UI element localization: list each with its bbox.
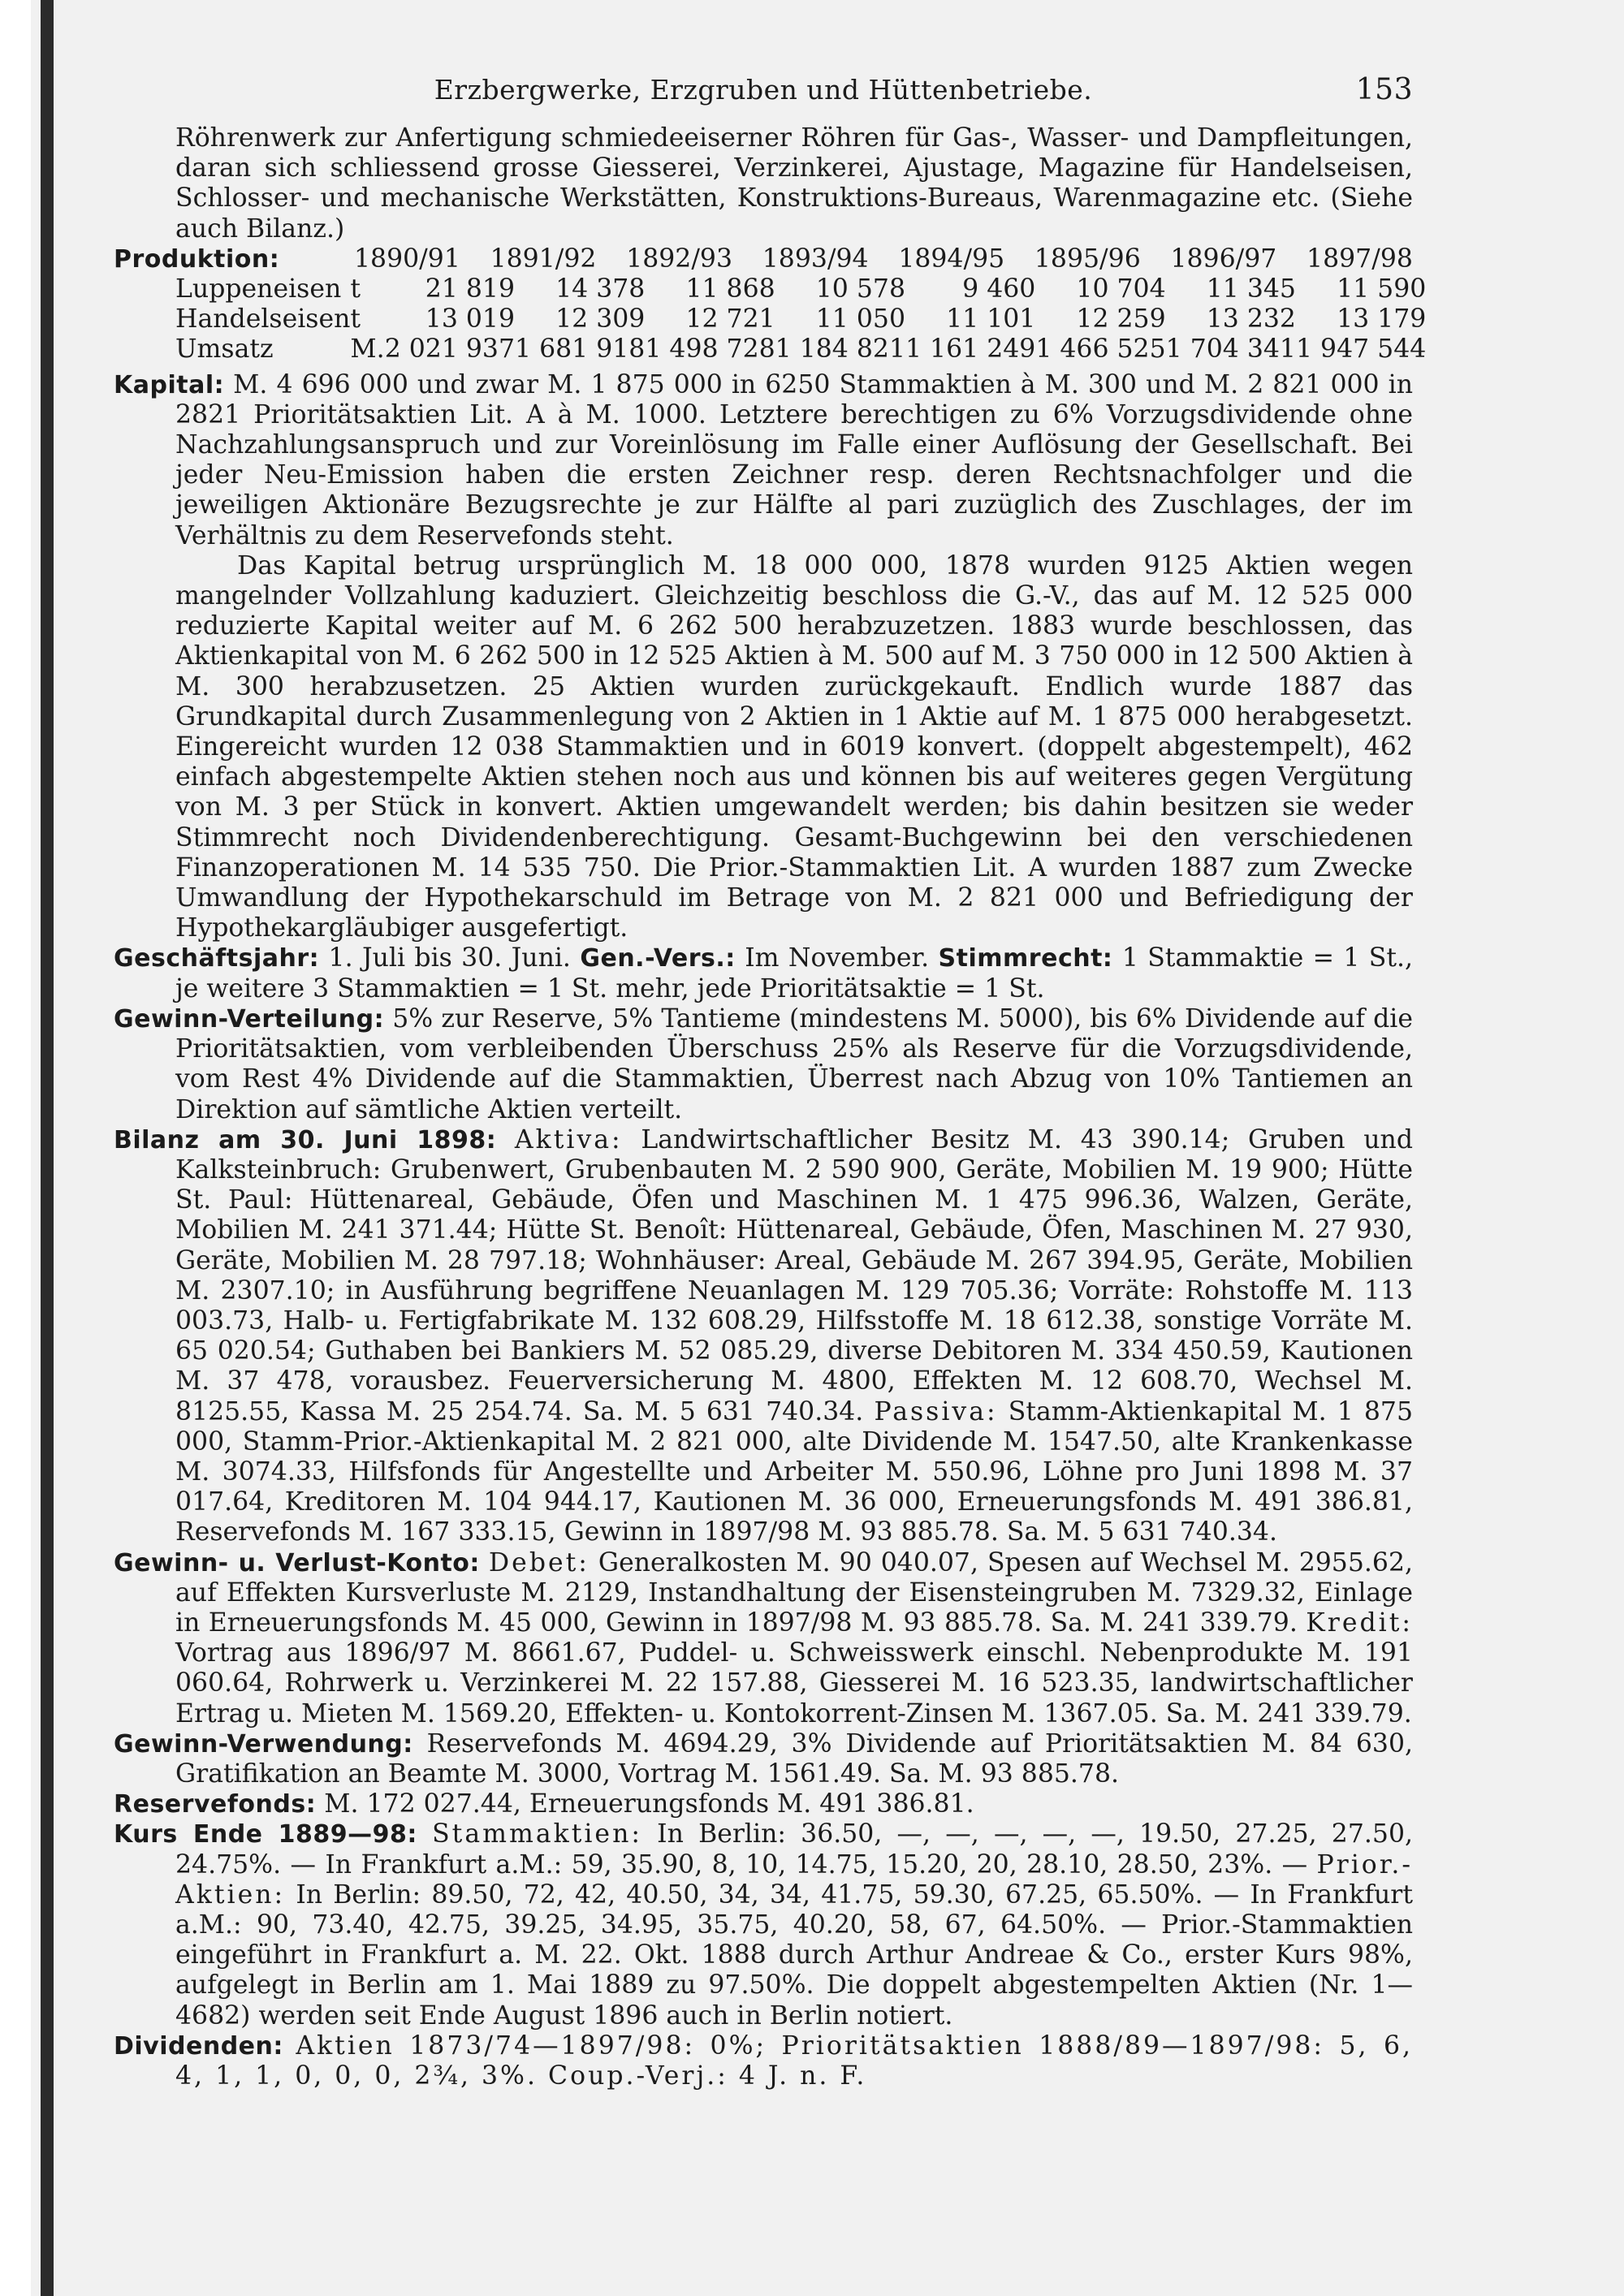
reservefonds-label: Reservefonds:	[114, 1790, 317, 1819]
kapital-history-paragraph: Das Kapital betrug ursprünglich M. 18 000 000, 1878 wurden 9125 Aktien wegen mangelnder Vollzahlung kaduziert. Gleichzeitig beschloss die G.-V., das auf M. 12 525 000 reduzierte Kapital weiter auf M. 6 262 500 herabzuzetzen. 1883 wurde beschlossen, das Aktienkapital von M. 6 262 500 in 12 525 Aktien à M. 500 auf M. 3 750 000 in 12 500 Aktien à M. 300 herabzusetzen. 25 Aktien wurden zurückgekauft. Endlich wurde 1887 das Grundkapital durch Zusammenlegung von 2 Aktien in 1 Aktie auf M. 1 875 000 herabgesetzt. Eingereicht wurden 12 038 Stammaktien und in 6019 konvert. (doppelt abgestempelt), 462 einfach abgestempelte Aktien stehen noch aus und können bis auf weiteres gegen Vergütung von M. 3 per Stück in konvert. Aktien umgewandelt werden; bis dahin besitzen sie weder Stimmrecht noch Dividendenberechtigung. Gesamt-Buchgewinn bei den verschiedenen Finanzoperationen M. 14 535 750. Die Prior.-Stammaktien Lit. A wurden 1887 zum Zwecke Umwandlung der Hypothekarschuld im Betrage von M. 2 821 000 und Befriedigung der Hypothekargläubiger ausgefertigt.	[175, 550, 1413, 943]
dividenden-text: Aktien 1873/74—1897/98: 0%; Prioritätsaktien 1888/89—1897/98: 5, 6, 4, 1, 1, 0, 0, 0, 2¾, 3%. Coup.-Verj.: 4 J. n. F.	[175, 2031, 1413, 2091]
prior-aktien-text: In Berlin: 89.50, 72, 42, 40.50, 34, 34, 41.75, 59.30, 67.25, 65.50%. — In Frankfurt a.M.: 90, 73.40, 42.75, 39.25, 34.95, 35.75, 40.20, 58, 67, 64.50%. — Prior.-Stammaktien eingeführt in Frankfurt a. M. 22. Okt. 1888 durch Arthur Andreae & Co., erster Kurs 98%, aufgelegt in Berlin am 1. Mai 1889 zu 97.50%. Die doppelt abgestempelten Aktien (Nr. 1—4682) werden seit Ende August 1896 auch in Berlin notiert.	[175, 1880, 1414, 2031]
reservefonds-text: M. 172 027.44, Erneuerungsfonds M. 491 386.81.	[324, 1789, 974, 1819]
table-row	[175, 304, 1426, 334]
year-header: 1895/96	[1034, 244, 1141, 274]
row-unit: t	[350, 304, 361, 334]
table-cell: 1 466 525	[1035, 334, 1166, 365]
produktion-years	[338, 244, 1413, 274]
running-header	[114, 75, 1413, 123]
prior-aktien-label: Prior.-Aktien:	[175, 1849, 1413, 1910]
document-page	[114, 73, 1427, 2091]
table-cell: 11 050	[815, 304, 905, 334]
table-cell: 12 309	[555, 304, 646, 334]
year-header: 1893/94	[762, 244, 869, 274]
year-header: 1891/92	[490, 244, 597, 274]
table-cell: 11 101	[946, 304, 1036, 334]
row-label: Handelseisen	[175, 304, 351, 334]
table-cell: 13 232	[1206, 304, 1296, 334]
intro-paragraph: Röhrenwerk zur Anfertigung schmiedeeiserner Röhren für Gas-, Wasser- und Dampfleitungen, daran sich schliessend grosse Giesserei, Verzinkerei, Ajustage, Magazine für Handelseisen, Schlosser- und mechanische Werkstätten, Konstruktions-Bureaus, Warenmagazine etc. (Siehe auch Bilanz.)	[175, 123, 1413, 244]
table-cell: 1 498 728	[645, 334, 775, 365]
table-cell: 10 704	[1076, 274, 1166, 304]
gen-vers-label: Gen.-Vers.:	[580, 944, 736, 973]
passiva-text: Stamm-Aktienkapital M. 1 875 000, Stamm-Prior.-Aktienkapital M. 2 821 000, alte Dividende M. 1547.50, alte Krankenkasse M. 3074.33, Hilfsfonds für Angestellte und Arbeiter M. 550.96, Löhne pro Juni 1898 M. 37 017.64, Kreditoren M. 104 944.17, Kautionen M. 36 000, Erneuerungsfonds M. 491 386.81, Reservefonds M. 167 333.15, Gewinn in 1897/98 M. 93 885.78. Sa. M. 5 631 740.34.	[175, 1396, 1414, 1547]
aktiva-label: Aktiva:	[514, 1124, 623, 1154]
row-unit: M.	[350, 334, 385, 365]
table-row	[175, 334, 1426, 365]
row-unit: t	[350, 274, 361, 304]
gewinn-verwendung-text: Reservefonds M. 4694.29, 3% Dividende auf Prioritätsaktien M. 84 630, Gratifikation an Beamte M. 3000, Vortrag M. 1561.49. Sa. M. 93 885.78.	[175, 1728, 1414, 1789]
gewinn-verteilung-paragraph	[114, 1004, 1413, 1125]
table-cell: 9 460	[962, 274, 1036, 304]
bilanz-label: Bilanz am 30. Juni 1898:	[114, 1125, 497, 1154]
stammaktien-label: Stammaktien:	[432, 1819, 642, 1849]
table-cell: 1 681 918	[515, 334, 646, 365]
kurs-label: Kurs Ende 1889—98:	[114, 1820, 417, 1849]
gewinn-verteilung-label: Gewinn-Verteilung:	[114, 1004, 385, 1034]
table-row	[175, 274, 1426, 304]
kapital-paragraph	[114, 370, 1413, 551]
geschaeftsjahr-label: Geschäftsjahr:	[114, 944, 320, 973]
passiva-label: Passiva:	[874, 1396, 998, 1426]
produktion-label: Produktion:	[114, 244, 280, 274]
year-header: 1897/98	[1307, 244, 1413, 274]
stammaktien-text: In Berlin: 36.50, —, —, —, —, —, 19.50, 27.25, 27.50, 24.75%. — In Frankfurt a.M.: 59, 35.90, 8, 10, 14.75, 15.20, 20, 28.10, 28.50, 23%. —	[175, 1819, 1413, 1880]
table-cell: 10 578	[815, 274, 905, 304]
table-cell: 11 868	[685, 274, 775, 304]
gv-konto-label: Gewinn- u. Verlust-Konto:	[114, 1548, 480, 1577]
gv-konto-paragraph	[114, 1548, 1413, 1729]
stimmrecht-text: 1 Stammaktie = 1 St., je weitere 3 Stammaktien = 1 St. mehr, jede Prioritätsaktie = 1 St.	[175, 943, 1414, 1003]
produktion-table	[175, 274, 1426, 365]
gewinn-verwendung-paragraph	[114, 1729, 1413, 1789]
kredit-text: Vortrag aus 1896/97 M. 8661.67, Puddel- u. Schweisswerk einschl. Nebenprodukte M. 191 060.64, Rohrwerk u. Verzinkerei M. 22 157.88, Giesserei M. 16 523.35, landwirtschaftlicher Ertrag u. Mieten M. 1569.20, Effekten- u. Kontokorrent-Zinsen M. 1367.05. Sa. M. 241 339.79.	[175, 1638, 1413, 1728]
year-header: 1892/93	[626, 244, 733, 274]
table-cell: 12 259	[1076, 304, 1166, 334]
year-header: 1890/91	[354, 244, 460, 274]
table-cell: 13 179	[1337, 304, 1427, 334]
header-title: Erzbergwerke, Erzgruben und Hüttenbetriebe.	[434, 74, 1093, 106]
debet-label: Debet:	[488, 1547, 590, 1577]
produktion-section	[114, 244, 1427, 365]
table-cell: 12 721	[685, 304, 775, 334]
debet-text: Generalkosten M. 90 040.07, Spesen auf Wechsel M. 2955.62, auf Effekten Kursverluste M. 2129, Instandhaltung der Eisensteingruben M. 7329.32, Einlage in Erneuerungsfonds M. 45 000, Gewinn in 1897/98 M. 93 885.78. Sa. M. 241 339.79.	[175, 1547, 1414, 1638]
gewinn-verteilung-text: 5% zur Reserve, 5% Tantieme (mindestens M. 5000), bis 6% Dividende auf die Prioritätsaktien, vom verbleibenden Überschuss 25% als Reserve für die Vorzugsdividende, vom Rest 4% Dividende auf die Stammaktien, Überrest nach Abzug von 10% Tantiemen an Direktion auf sämtliche Aktien verteilt.	[175, 1003, 1414, 1124]
table-cell: 11 590	[1337, 274, 1427, 304]
kurs-paragraph	[114, 1819, 1413, 2031]
geschaeftsjahr-text: 1. Juli bis 30. Juni.	[328, 943, 571, 973]
kredit-label: Kredit:	[1306, 1608, 1413, 1638]
stimmrecht-label: Stimmrecht:	[938, 944, 1113, 973]
bilanz-paragraph	[114, 1125, 1413, 1548]
kapital-text: M. 4 696 000 und zwar M. 1 875 000 in 6250 Stammaktien à M. 300 und M. 2 821 000 in 2821 Prioritätsaktien Lit. A à M. 1000. Letztere berechtigen zu 6% Vorzugsdividende ohne Nachzahlungsanspruch und zur Voreinlösung im Falle einer Auflösung der Gesellschaft. Bei jeder Neu-Emission haben die ersten Zeichner resp. deren Rechtsnachfolger und die jeweiligen Aktionäre Bezugsrechte je zur Hälfte al pari zuzüglich des Zuschlages, der im Verhältnis zu dem Reservefonds steht.	[175, 369, 1413, 550]
row-label: Luppeneisen	[175, 274, 342, 304]
row-label: Umsatz	[175, 334, 274, 365]
table-cell: 21 819	[425, 274, 516, 304]
aktiva-text: Landwirtschaftlicher Besitz M. 43 390.14; Gruben und Kalksteinbruch: Grubenwert, Grubenbauten M. 2 590 900, Geräte, Mobilien M. 19 900; Hütte St. Paul: Hüttenareal, Gebäude, Öfen und Maschinen M. 1 475 996.36, Walzen, Geräte, Mobilien M. 241 371.44; Hütte St. Benoît: Hüttenareal, Gebäude, Öfen, Maschinen M. 27 930, Geräte, Mobilien M. 28 797.18; Wohnhäuser: Areal, Gebäude M. 267 394.95, Geräte, Mobilien M. 2307.10; in Ausführung begriffene Neuanlagen M. 129 705.36; Vorräte: Rohstoffe M. 113 003.73, Halb- u. Fertigfabrikate M. 132 608.29, Hilfsstoffe M. 18 612.38, sonstige Vorräte M. 65 020.54; Guthaben bei Bankiers M. 52 085.29, diverse Debitoren M. 334 450.59, Kautionen M. 37 478, vorausbez. Feuerversicherung M. 4800, Effekten M. 12 608.70, Wechsel M. 8125.55, Kassa M. 25 254.74. Sa. M. 5 631 740.34.	[175, 1124, 1413, 1426]
year-header: 1896/97	[1170, 244, 1277, 274]
table-cell: 13 019	[425, 304, 516, 334]
dividenden-paragraph	[114, 2031, 1413, 2091]
binding-shadow	[41, 0, 54, 2296]
table-cell: 1 161 249	[905, 334, 1036, 365]
page-number: 153	[1355, 73, 1413, 106]
gen-vers-text: Im November.	[745, 943, 930, 973]
table-cell: 14 378	[555, 274, 646, 304]
table-cell: 1 947 544	[1295, 334, 1427, 365]
geschaeftsjahr-paragraph	[114, 943, 1413, 1003]
table-cell: 2 021 937	[384, 334, 516, 365]
table-cell: 1 704 341	[1165, 334, 1296, 365]
gewinn-verwendung-label: Gewinn-Verwendung:	[114, 1729, 413, 1759]
page-spine-edge	[0, 0, 31, 2296]
reservefonds-paragraph	[114, 1789, 1413, 1819]
table-cell: 11 345	[1206, 274, 1296, 304]
year-header: 1894/95	[898, 244, 1005, 274]
kapital-label: Kapital:	[114, 370, 225, 399]
dividenden-label: Dividenden:	[114, 2031, 283, 2061]
table-cell: 1 184 821	[775, 334, 905, 365]
